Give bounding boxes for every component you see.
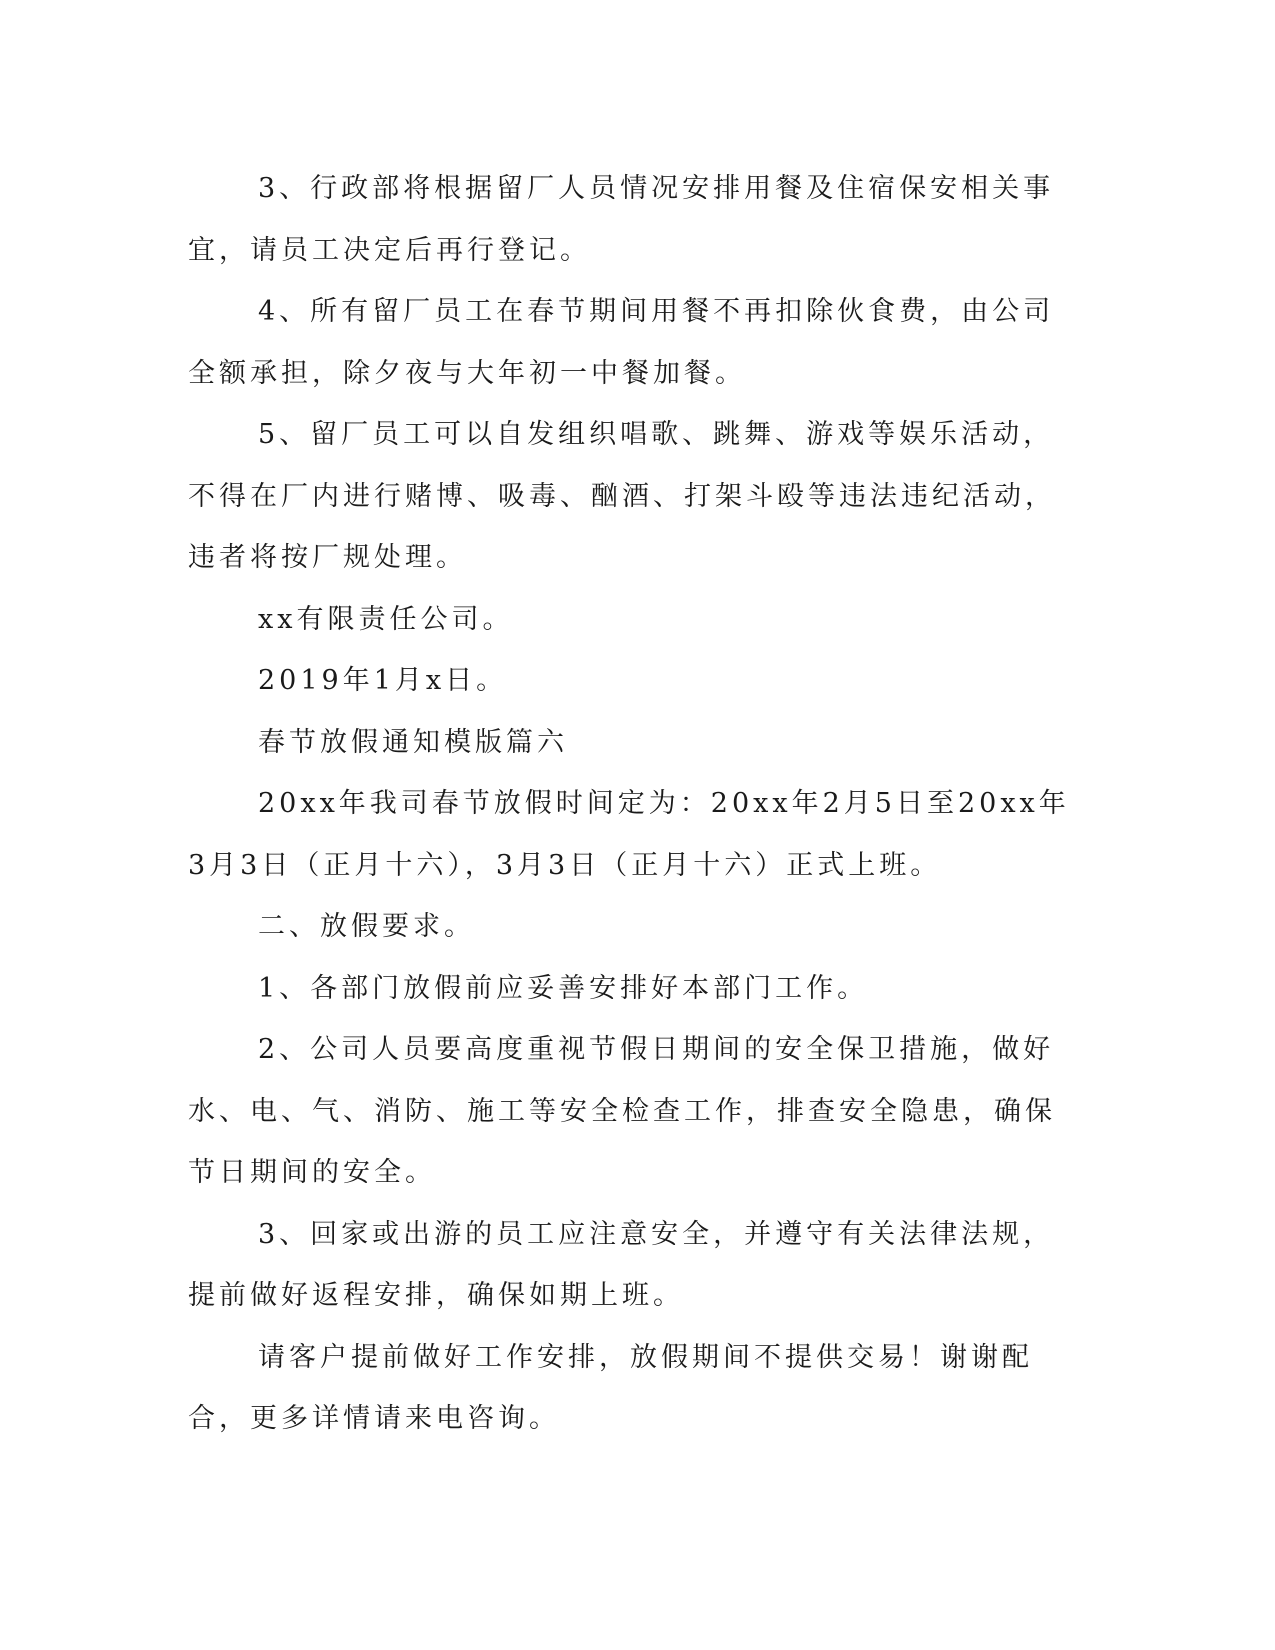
closing-paragraph: 请客户提前做好工作安排，放假期间不提供交易！谢谢配合，更多详情请来电咨询。 — [188, 1341, 1033, 1434]
signature-date: 2019年1月x日。 — [258, 665, 508, 696]
paragraph-item-4-meal-cost: 4、所有留厂员工在春节期间用餐不再扣除伙食费，由公司全额承担，除夕夜与大年初一中餐加餐。 — [188, 296, 1055, 389]
requirement-item-1: 1、各部门放假前应妥善安排好本部门工作。 — [258, 972, 869, 1004]
section-title: 春节放假通知模版篇六 — [258, 726, 568, 758]
holiday-period-paragraph: 20xx年我司春节放假时间定为：20xx年2月5日至20xx年3月3日（正月十六），3月3日（正月十六）正式上班。 — [188, 788, 1070, 881]
requirement-item-2: 2、公司人员要高度重视节假日期间的安全保卫措施，做好水、电、气、消防、施工等安全检查工作，排查安全隐患，确保节日期间的安全。 — [188, 1034, 1056, 1188]
document-body — [188, 158, 1072, 1450]
paragraph-item-3-meals-lodging: 3、行政部将根据留厂人员情况安排用餐及住宿保安相关事宜，请员工决定后再行登记。 — [188, 173, 1055, 266]
requirement-item-3: 3、回家或出游的员工应注意安全，并遵守有关法律法规，提前做好返程安排，确保如期上班。 — [188, 1218, 1055, 1311]
requirements-heading: 二、放假要求。 — [258, 911, 475, 942]
paragraph-item-5-activities: 5、留厂员工可以自发组织唱歌、跳舞、游戏等娱乐活动，不得在厂内进行赌博、吸毒、酗酒、打架斗殴等违法违纪活动，违者将按厂规处理。 — [188, 419, 1056, 573]
company-signature: xx有限责任公司。 — [258, 603, 514, 635]
